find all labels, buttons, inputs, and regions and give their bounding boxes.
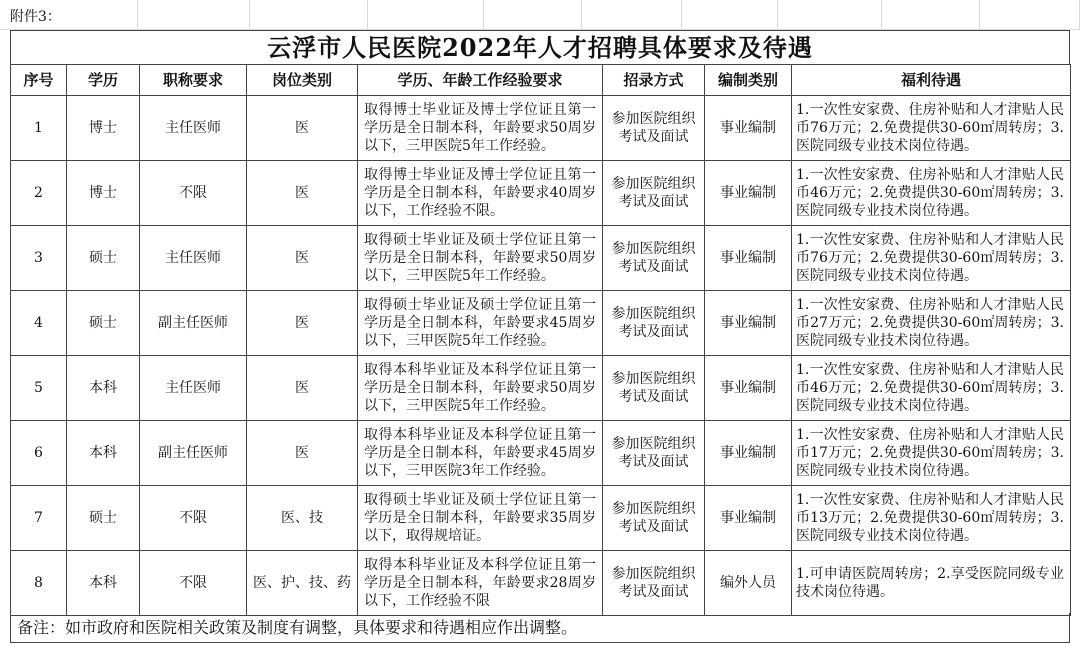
cell-category: 医、护、技、药 [247,551,358,616]
table-row [11,226,1071,291]
cell-requirement: 取得本科毕业证及本科学位证且第一学历是全日制本科，年龄要求50周岁以下，三甲医院5年工作经验。 [358,356,603,421]
attachment-label: 附件3： [10,9,61,25]
cell-category: 医 [247,96,358,161]
cell-no: 3 [11,226,67,291]
cell-title: 主任医师 [140,356,247,421]
cell-method: 参加医院组织考试及面试 [603,96,705,161]
cell-requirement: 取得本科毕业证及本科学位证且第一学历是全日制本科，年龄要求45周岁以下，三甲医院3年工作经验。 [358,421,603,486]
cell-staffing: 事业编制 [705,486,792,551]
cell-method: 参加医院组织考试及面试 [603,421,705,486]
cell-staffing: 编外人员 [705,551,792,616]
cell-benefits: 1.可申请医院周转房；2.享受医院同级专业技术岗位待遇。 [792,551,1071,616]
cell-benefits: 1.一次性安家费、住房补贴和人才津贴人民币13万元；2.免费提供30-60㎡周转房；3.医院同级专业技术岗位待遇。 [792,486,1071,551]
cell-category: 医 [247,421,358,486]
cell-title: 不限 [140,161,247,226]
cell-requirement: 取得博士毕业证及博士学位证且第一学历是全日制本科，年龄要求40周岁以下，工作经验不限。 [358,161,603,226]
cell-degree: 博士 [67,96,140,161]
table-row [11,421,1071,486]
cell-method: 参加医院组织考试及面试 [603,291,705,356]
cell-staffing: 事业编制 [705,161,792,226]
cell-category: 医 [247,161,358,226]
recruitment-table [10,64,1071,616]
table-row [11,486,1071,551]
table-row [11,551,1071,616]
cell-no: 2 [11,161,67,226]
cell-method: 参加医院组织考试及面试 [603,486,705,551]
col-header-degree: 学历 [67,65,140,96]
cell-staffing: 事业编制 [705,291,792,356]
cell-title: 不限 [140,486,247,551]
cell-staffing: 事业编制 [705,421,792,486]
cell-benefits: 1.一次性安家费、住房补贴和人才津贴人民币76万元；2.免费提供30-60㎡周转房；3.医院同级专业技术岗位待遇。 [792,226,1071,291]
col-header-title: 职称要求 [140,65,247,96]
cell-method: 参加医院组织考试及面试 [603,356,705,421]
cell-category: 医 [247,291,358,356]
cell-benefits: 1.一次性安家费、住房补贴和人才津贴人民币27万元；2.免费提供30-60㎡周转房；3.医院同级专业技术岗位待遇。 [792,291,1071,356]
cell-title: 主任医师 [140,226,247,291]
cell-no: 6 [11,421,67,486]
cell-degree: 本科 [67,551,140,616]
cell-requirement: 取得硕士毕业证及硕士学位证且第一学历是全日制本科，年龄要求45周岁以下，三甲医院5年工作经验。 [358,291,603,356]
cell-method: 参加医院组织考试及面试 [603,551,705,616]
table-header-row [11,65,1071,96]
cell-degree: 本科 [67,421,140,486]
cell-benefits: 1.一次性安家费、住房补贴和人才津贴人民币46万元；2.免费提供30-60㎡周转房；3.医院同级专业技术岗位待遇。 [792,356,1071,421]
cell-title: 不限 [140,551,247,616]
cell-method: 参加医院组织考试及面试 [603,161,705,226]
cell-staffing: 事业编制 [705,96,792,161]
cell-degree: 硕士 [67,486,140,551]
cell-requirement: 取得硕士毕业证及硕士学位证且第一学历是全日制本科，年龄要求35周岁以下，取得规培证。 [358,486,603,551]
cell-title: 主任医师 [140,96,247,161]
cell-degree: 硕士 [67,226,140,291]
table-row [11,96,1071,161]
cell-title: 副主任医师 [140,291,247,356]
cell-degree: 博士 [67,161,140,226]
col-header-benefits: 福利待遇 [792,65,1071,96]
cell-no: 1 [11,96,67,161]
table-row [11,356,1071,421]
col-header-requirement: 学历、年龄工作经验要求 [358,65,603,96]
cell-staffing: 事业编制 [705,356,792,421]
cell-degree: 硕士 [67,291,140,356]
cell-category: 医 [247,356,358,421]
cell-no: 4 [11,291,67,356]
cell-no: 8 [11,551,67,616]
attachment-row [0,0,1080,30]
col-header-staffing: 编制类别 [705,65,792,96]
title-bar [10,30,1070,64]
cell-category: 医 [247,226,358,291]
cell-benefits: 1.一次性安家费、住房补贴和人才津贴人民币46万元；2.免费提供30-60㎡周转房；3.医院同级专业技术岗位待遇。 [792,161,1071,226]
table-row [11,291,1071,356]
cell-category: 医、技 [247,486,358,551]
cell-degree: 本科 [67,356,140,421]
cell-method: 参加医院组织考试及面试 [603,226,705,291]
col-header-method: 招录方式 [603,65,705,96]
cell-benefits: 1.一次性安家费、住房补贴和人才津贴人民币17万元；2.免费提供30-60㎡周转房；3.医院同级专业技术岗位待遇。 [792,421,1071,486]
cell-title: 副主任医师 [140,421,247,486]
footnote: 备注：如市政府和医院相关政策及制度有调整，具体要求和待遇相应作出调整。 [10,613,1070,643]
table-row [11,161,1071,226]
page-title: 云浮市人民医院2022年人才招聘具体要求及待遇 [267,33,813,62]
col-header-category: 岗位类别 [247,65,358,96]
cell-no: 5 [11,356,67,421]
cell-no: 7 [11,486,67,551]
col-header-no: 序号 [11,65,67,96]
cell-staffing: 事业编制 [705,226,792,291]
cell-requirement: 取得硕士毕业证及硕士学位证且第一学历是全日制本科，年龄要求50周岁以下，三甲医院5年工作经验。 [358,226,603,291]
cell-benefits: 1.一次性安家费、住房补贴和人才津贴人民币76万元；2.免费提供30-60㎡周转房；3.医院同级专业技术岗位待遇。 [792,96,1071,161]
cell-requirement: 取得博士毕业证及博士学位证且第一学历是全日制本科，年龄要求50周岁以下，三甲医院5年工作经验。 [358,96,603,161]
cell-requirement: 取得本科毕业证及本科学位证且第一学历是全日制本科，年龄要求28周岁以下，工作经验不限 [358,551,603,616]
